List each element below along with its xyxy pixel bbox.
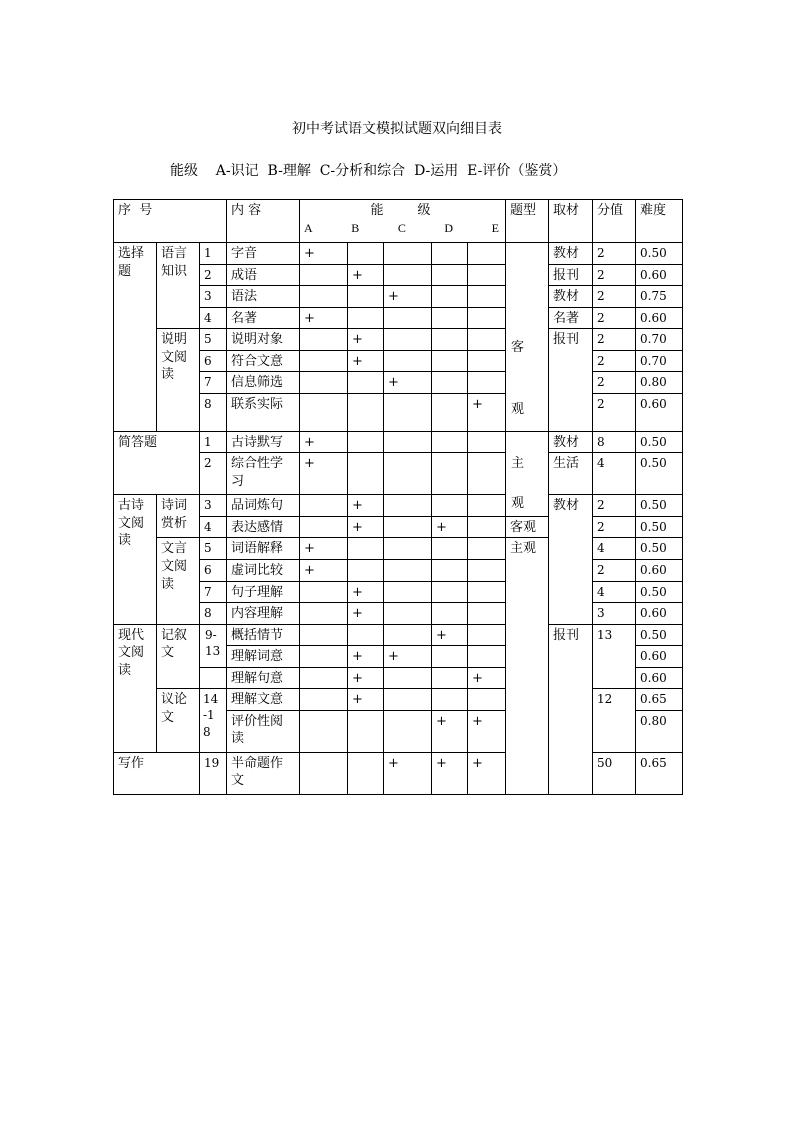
level-b-mark — [348, 431, 384, 453]
ability-level-legend: 能级 A-识记 B-理解 C-分析和综合 D-运用 E-评价（鉴赏） — [170, 163, 567, 179]
level-b-mark: + — [348, 516, 384, 538]
level-a-mark — [300, 603, 348, 625]
table-row — [114, 624, 683, 646]
item-score: 2 — [593, 372, 636, 394]
item-score: 2 — [593, 516, 636, 538]
level-d: D — [444, 220, 454, 235]
level-d-mark: + — [432, 516, 468, 538]
level-d-mark — [432, 307, 468, 329]
level-c-mark — [384, 307, 432, 329]
level-d-mark — [432, 329, 468, 351]
level-a-mark — [300, 350, 348, 372]
level-a-mark — [300, 581, 348, 603]
item-difficulty: 0.65 — [636, 689, 683, 711]
level-e-mark — [468, 372, 506, 394]
level-b-mark — [348, 453, 384, 495]
table-row — [114, 264, 683, 286]
level-c-mark — [384, 243, 432, 265]
item-difficulty: 0.50 — [636, 431, 683, 453]
item-content: 句子理解 — [227, 581, 300, 603]
level-d-mark — [432, 264, 468, 286]
level-a-mark — [300, 393, 348, 431]
item-material: 教材 — [549, 431, 593, 453]
level-d-mark: + — [432, 624, 468, 646]
level-e-mark — [468, 453, 506, 495]
level-c-mark: + — [384, 646, 432, 668]
item-number: 1 — [200, 431, 227, 453]
item-content: 联系实际 — [227, 393, 300, 431]
item-content: 品词炼句 — [227, 495, 300, 517]
level-e-mark: + — [468, 393, 506, 431]
level-b-mark: + — [348, 350, 384, 372]
level-a-mark — [300, 264, 348, 286]
type-mixed-objective: 客观 — [506, 516, 549, 538]
item-material: 报刊 — [549, 329, 593, 432]
level-e-mark — [468, 689, 506, 711]
level-b-mark — [348, 372, 384, 394]
item-content: 理解文意 — [227, 689, 300, 711]
level-c-mark — [384, 453, 432, 495]
section-choice: 选择题 — [114, 243, 157, 432]
item-score: 2 — [593, 243, 636, 265]
header-seq: 序 号 — [114, 200, 227, 243]
header-ability — [300, 200, 506, 243]
level-c-mark — [384, 264, 432, 286]
level-a-mark: + — [300, 431, 348, 453]
level-c-mark — [384, 495, 432, 517]
item-content: 古诗默写 — [227, 431, 300, 453]
header-content: 内 容 — [227, 200, 300, 243]
level-c-mark: + — [384, 372, 432, 394]
level-e-mark — [468, 286, 506, 308]
type-subjective-bottom: 观 — [511, 495, 525, 511]
level-b-mark: + — [348, 646, 384, 668]
item-score: 8 — [593, 431, 636, 453]
table-row — [114, 243, 683, 265]
item-number: 4 — [200, 307, 227, 329]
item-score: 50 — [593, 752, 636, 794]
level-c-mark — [384, 516, 432, 538]
level-c-mark: + — [384, 286, 432, 308]
level-c-mark — [384, 710, 432, 752]
level-b-mark: + — [348, 495, 384, 517]
item-number: 8 — [200, 603, 227, 625]
header-level-letters — [300, 220, 505, 236]
table-row — [114, 286, 683, 308]
table-row — [114, 350, 683, 372]
item-number: 2 — [200, 264, 227, 286]
item-content: 综合性学习 — [227, 453, 300, 495]
table-row — [114, 603, 683, 625]
item-difficulty: 0.65 — [636, 752, 683, 794]
level-b-mark — [348, 710, 384, 752]
specification-table — [113, 199, 683, 795]
level-b-mark: + — [348, 329, 384, 351]
item-content: 名著 — [227, 307, 300, 329]
level-e-mark: + — [468, 667, 506, 689]
type-objective-top: 客 — [511, 340, 525, 355]
item-number: 14-18 — [200, 689, 227, 753]
level-d-mark — [432, 560, 468, 582]
level-a-mark: + — [300, 307, 348, 329]
level-d-mark — [432, 350, 468, 372]
table-row — [114, 560, 683, 582]
level-c-mark — [384, 603, 432, 625]
item-score: 12 — [593, 689, 636, 753]
level-e-mark — [468, 243, 506, 265]
item-content: 信息筛选 — [227, 372, 300, 394]
item-number: 6 — [200, 560, 227, 582]
header-type: 题型 — [506, 200, 549, 243]
item-number: 7 — [200, 581, 227, 603]
level-e-mark — [468, 624, 506, 646]
type-subjective — [506, 431, 549, 516]
level-a-mark: + — [300, 243, 348, 265]
item-score: 3 — [593, 603, 636, 625]
item-score: 2 — [593, 393, 636, 431]
item-content: 内容理解 — [227, 603, 300, 625]
level-c-mark — [384, 560, 432, 582]
item-number: 3 — [200, 495, 227, 517]
section-language-knowledge: 语言知识 — [157, 243, 200, 329]
item-material: 名著 — [549, 307, 593, 329]
level-d-mark — [432, 372, 468, 394]
item-difficulty: 0.60 — [636, 264, 683, 286]
level-d-mark — [432, 603, 468, 625]
item-content: 成语 — [227, 264, 300, 286]
type-objective — [506, 243, 549, 432]
level-e-mark — [468, 560, 506, 582]
level-a-mark — [300, 689, 348, 711]
item-score: 2 — [593, 286, 636, 308]
table-row — [114, 495, 683, 517]
level-b-mark — [348, 243, 384, 265]
level-b-mark — [348, 393, 384, 431]
item-content: 语法 — [227, 286, 300, 308]
item-number: 7 — [200, 372, 227, 394]
level-d-mark — [432, 646, 468, 668]
item-score: 2 — [593, 495, 636, 517]
level-e-mark — [468, 646, 506, 668]
item-number: 9-13 — [200, 624, 227, 667]
table-row — [114, 516, 683, 538]
level-b-mark — [348, 560, 384, 582]
level-c-mark — [384, 667, 432, 689]
section-poem-appreciation: 诗词赏析 — [157, 495, 200, 538]
item-difficulty: 0.80 — [636, 710, 683, 752]
item-material: 教材 — [549, 243, 593, 265]
table-header-row — [114, 200, 683, 243]
item-difficulty: 0.50 — [636, 243, 683, 265]
level-b-mark — [348, 752, 384, 794]
item-difficulty: 0.60 — [636, 603, 683, 625]
table-row — [114, 329, 683, 351]
item-material: 教材 — [549, 495, 593, 624]
table-row — [114, 307, 683, 329]
item-content: 理解句意 — [227, 667, 300, 689]
item-difficulty: 0.60 — [636, 560, 683, 582]
level-a-mark — [300, 710, 348, 752]
item-difficulty: 0.60 — [636, 646, 683, 668]
item-material: 报刊 — [549, 624, 593, 794]
level-c-mark — [384, 538, 432, 560]
item-score: 2 — [593, 560, 636, 582]
level-a-mark — [300, 646, 348, 668]
item-number: 2 — [200, 453, 227, 495]
type-mixed-subjective: 主观 — [506, 538, 549, 794]
level-e-mark — [468, 495, 506, 517]
item-content: 概括情节 — [227, 624, 300, 646]
item-content: 说明对象 — [227, 329, 300, 351]
level-c-mark — [384, 624, 432, 646]
level-d-mark — [432, 243, 468, 265]
table-row — [114, 581, 683, 603]
item-content: 符合文意 — [227, 350, 300, 372]
table-row — [114, 431, 683, 453]
level-e-mark — [468, 516, 506, 538]
type-subjective-top: 主 — [511, 455, 525, 471]
level-d-mark — [432, 393, 468, 431]
level-d-mark — [432, 286, 468, 308]
item-difficulty: 0.60 — [636, 307, 683, 329]
item-difficulty: 0.75 — [636, 286, 683, 308]
section-argumentative: 议论文 — [157, 689, 200, 753]
item-material: 报刊 — [549, 264, 593, 286]
level-d-mark — [432, 581, 468, 603]
item-difficulty: 0.50 — [636, 581, 683, 603]
item-material: 生活 — [549, 453, 593, 495]
item-score: 13 — [593, 624, 636, 689]
level-e-mark: + — [468, 710, 506, 752]
level-b-mark: + — [348, 264, 384, 286]
item-score: 4 — [593, 538, 636, 560]
item-difficulty: 0.70 — [636, 350, 683, 372]
level-d-mark: + — [432, 710, 468, 752]
level-c-mark — [384, 689, 432, 711]
section-narrative: 记叙文 — [157, 624, 200, 689]
level-a-mark — [300, 329, 348, 351]
item-content: 半命题作文 — [227, 752, 300, 794]
type-objective-bottom: 观 — [511, 402, 525, 417]
section-classical-reading: 文言文阅读 — [157, 538, 200, 624]
section-short-answer: 简答题 — [114, 431, 200, 495]
level-d-mark — [432, 667, 468, 689]
level-b-mark — [348, 286, 384, 308]
level-b-mark — [348, 538, 384, 560]
level-e: E — [491, 220, 499, 235]
item-difficulty: 0.60 — [636, 667, 683, 689]
level-e-mark — [468, 329, 506, 351]
item-content: 字音 — [227, 243, 300, 265]
level-d-mark — [432, 431, 468, 453]
level-a-mark — [300, 516, 348, 538]
level-e-mark — [468, 603, 506, 625]
item-number: 3 — [200, 286, 227, 308]
level-a-mark: + — [300, 560, 348, 582]
item-difficulty: 0.60 — [636, 393, 683, 431]
item-score: 2 — [593, 329, 636, 351]
level-c-mark — [384, 581, 432, 603]
item-score: 4 — [593, 453, 636, 495]
item-score: 2 — [593, 264, 636, 286]
item-content: 词语解释 — [227, 538, 300, 560]
section-writing: 写作 — [114, 752, 200, 794]
header-difficulty: 难度 — [636, 200, 683, 243]
item-number — [200, 667, 227, 689]
level-a-mark: + — [300, 538, 348, 560]
item-difficulty: 0.50 — [636, 538, 683, 560]
item-score: 2 — [593, 350, 636, 372]
level-a-mark — [300, 752, 348, 794]
level-a-mark — [300, 667, 348, 689]
header-ability-label: 能级 — [370, 203, 465, 218]
level-c-mark — [384, 329, 432, 351]
section-modern-reading: 现代文阅读 — [114, 624, 157, 752]
level-c-mark: + — [384, 752, 432, 794]
item-content: 表达感情 — [227, 516, 300, 538]
level-d-mark: + — [432, 752, 468, 794]
section-ancient-reading: 古诗文阅读 — [114, 495, 157, 624]
level-c-mark — [384, 350, 432, 372]
level-e-mark — [468, 350, 506, 372]
level-b-mark — [348, 624, 384, 646]
item-difficulty: 0.50 — [636, 624, 683, 646]
table-row — [114, 372, 683, 394]
document-title: 初中考试语文模拟试题双向细目表 — [292, 121, 502, 137]
table-row — [114, 538, 683, 560]
level-a-mark — [300, 495, 348, 517]
level-c-mark — [384, 393, 432, 431]
level-a-mark — [300, 286, 348, 308]
item-content: 理解词意 — [227, 646, 300, 668]
level-b-mark: + — [348, 689, 384, 711]
level-d-mark — [432, 495, 468, 517]
section-expository-reading: 说明文阅读 — [157, 329, 200, 432]
level-d-mark — [432, 538, 468, 560]
level-a-mark — [300, 372, 348, 394]
item-number: 6 — [200, 350, 227, 372]
level-d-mark — [432, 689, 468, 711]
level-e-mark — [468, 538, 506, 560]
level-a-mark: + — [300, 453, 348, 495]
item-difficulty: 0.70 — [636, 329, 683, 351]
item-number: 5 — [200, 329, 227, 351]
item-number: 19 — [200, 752, 227, 794]
item-number: 8 — [200, 393, 227, 431]
header-score: 分值 — [593, 200, 636, 243]
item-material: 教材 — [549, 286, 593, 308]
table-row — [114, 689, 683, 711]
level-b: B — [351, 220, 360, 235]
level-e-mark — [468, 581, 506, 603]
table-row — [114, 752, 683, 794]
level-a: A — [304, 220, 313, 235]
level-c: C — [397, 220, 406, 235]
item-difficulty: 0.80 — [636, 372, 683, 394]
level-b-mark: + — [348, 603, 384, 625]
level-b-mark: + — [348, 667, 384, 689]
item-number: 5 — [200, 538, 227, 560]
item-difficulty: 0.50 — [636, 516, 683, 538]
level-d-mark — [432, 453, 468, 495]
item-score: 2 — [593, 307, 636, 329]
item-content: 虚词比较 — [227, 560, 300, 582]
level-e-mark — [468, 431, 506, 453]
level-e-mark: + — [468, 752, 506, 794]
item-score: 4 — [593, 581, 636, 603]
item-difficulty: 0.50 — [636, 453, 683, 495]
level-b-mark — [348, 307, 384, 329]
item-number: 4 — [200, 516, 227, 538]
item-content: 评价性阅读 — [227, 710, 300, 752]
item-number: 1 — [200, 243, 227, 265]
level-b-mark: + — [348, 581, 384, 603]
table-row — [114, 453, 683, 495]
table-row — [114, 393, 683, 431]
item-difficulty: 0.50 — [636, 495, 683, 517]
level-e-mark — [468, 307, 506, 329]
level-c-mark — [384, 431, 432, 453]
level-a-mark — [300, 624, 348, 646]
level-e-mark — [468, 264, 506, 286]
header-material: 取材 — [549, 200, 593, 243]
